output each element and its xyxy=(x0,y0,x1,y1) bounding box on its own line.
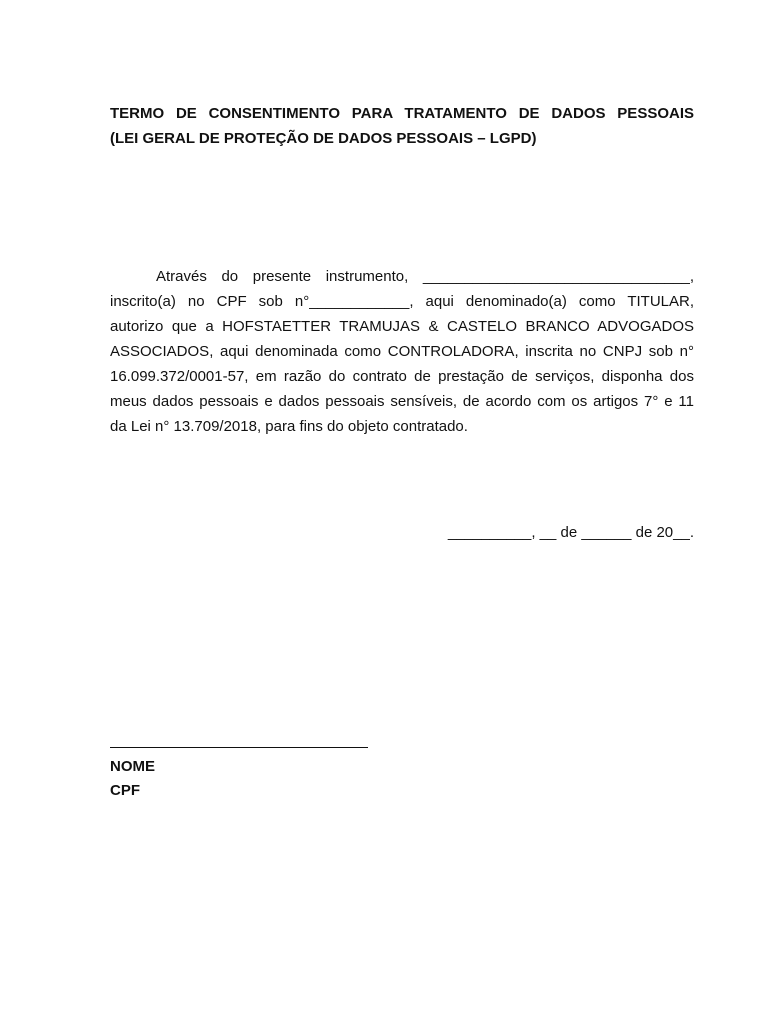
document-title xyxy=(110,101,694,151)
signature-line xyxy=(110,747,368,748)
paragraph-line: ASSOCIADOS, aqui denominada como CONTROLADORA, inscrita no CNPJ sob n° xyxy=(110,343,694,360)
title-line-2: (LEI GERAL DE PROTEÇÃO DE DADOS PESSOAIS – LGPD) xyxy=(110,130,537,147)
paragraph-line: meus dados pessoais e dados pessoais sensíveis, de acordo com os artigos 7° e 11 xyxy=(110,393,694,410)
paragraph-line: da Lei n° 13.709/2018, para fins do objeto contratado. xyxy=(110,418,468,435)
signature-cpf-label: CPF xyxy=(110,782,140,799)
paragraph-line: 16.099.372/0001-57, em razão do contrato de prestação de serviços, disponha dos xyxy=(110,368,694,385)
signature-name-label: NOME xyxy=(110,758,155,775)
consent-paragraph xyxy=(110,264,694,439)
date-line: __________, __ de ______ de 20__. xyxy=(447,524,694,541)
paragraph-line: Através do presente instrumento, ________________________________, xyxy=(156,268,694,285)
paragraph-line: autorizo que a HOFSTAETTER TRAMUJAS & CASTELO BRANCO ADVOGADOS xyxy=(110,318,694,335)
title-line-1: TERMO DE CONSENTIMENTO PARA TRATAMENTO DE DADOS PESSOAIS xyxy=(110,105,694,122)
paragraph-line: inscrito(a) no CPF sob n°____________, aqui denominado(a) como TITULAR, xyxy=(110,293,694,310)
